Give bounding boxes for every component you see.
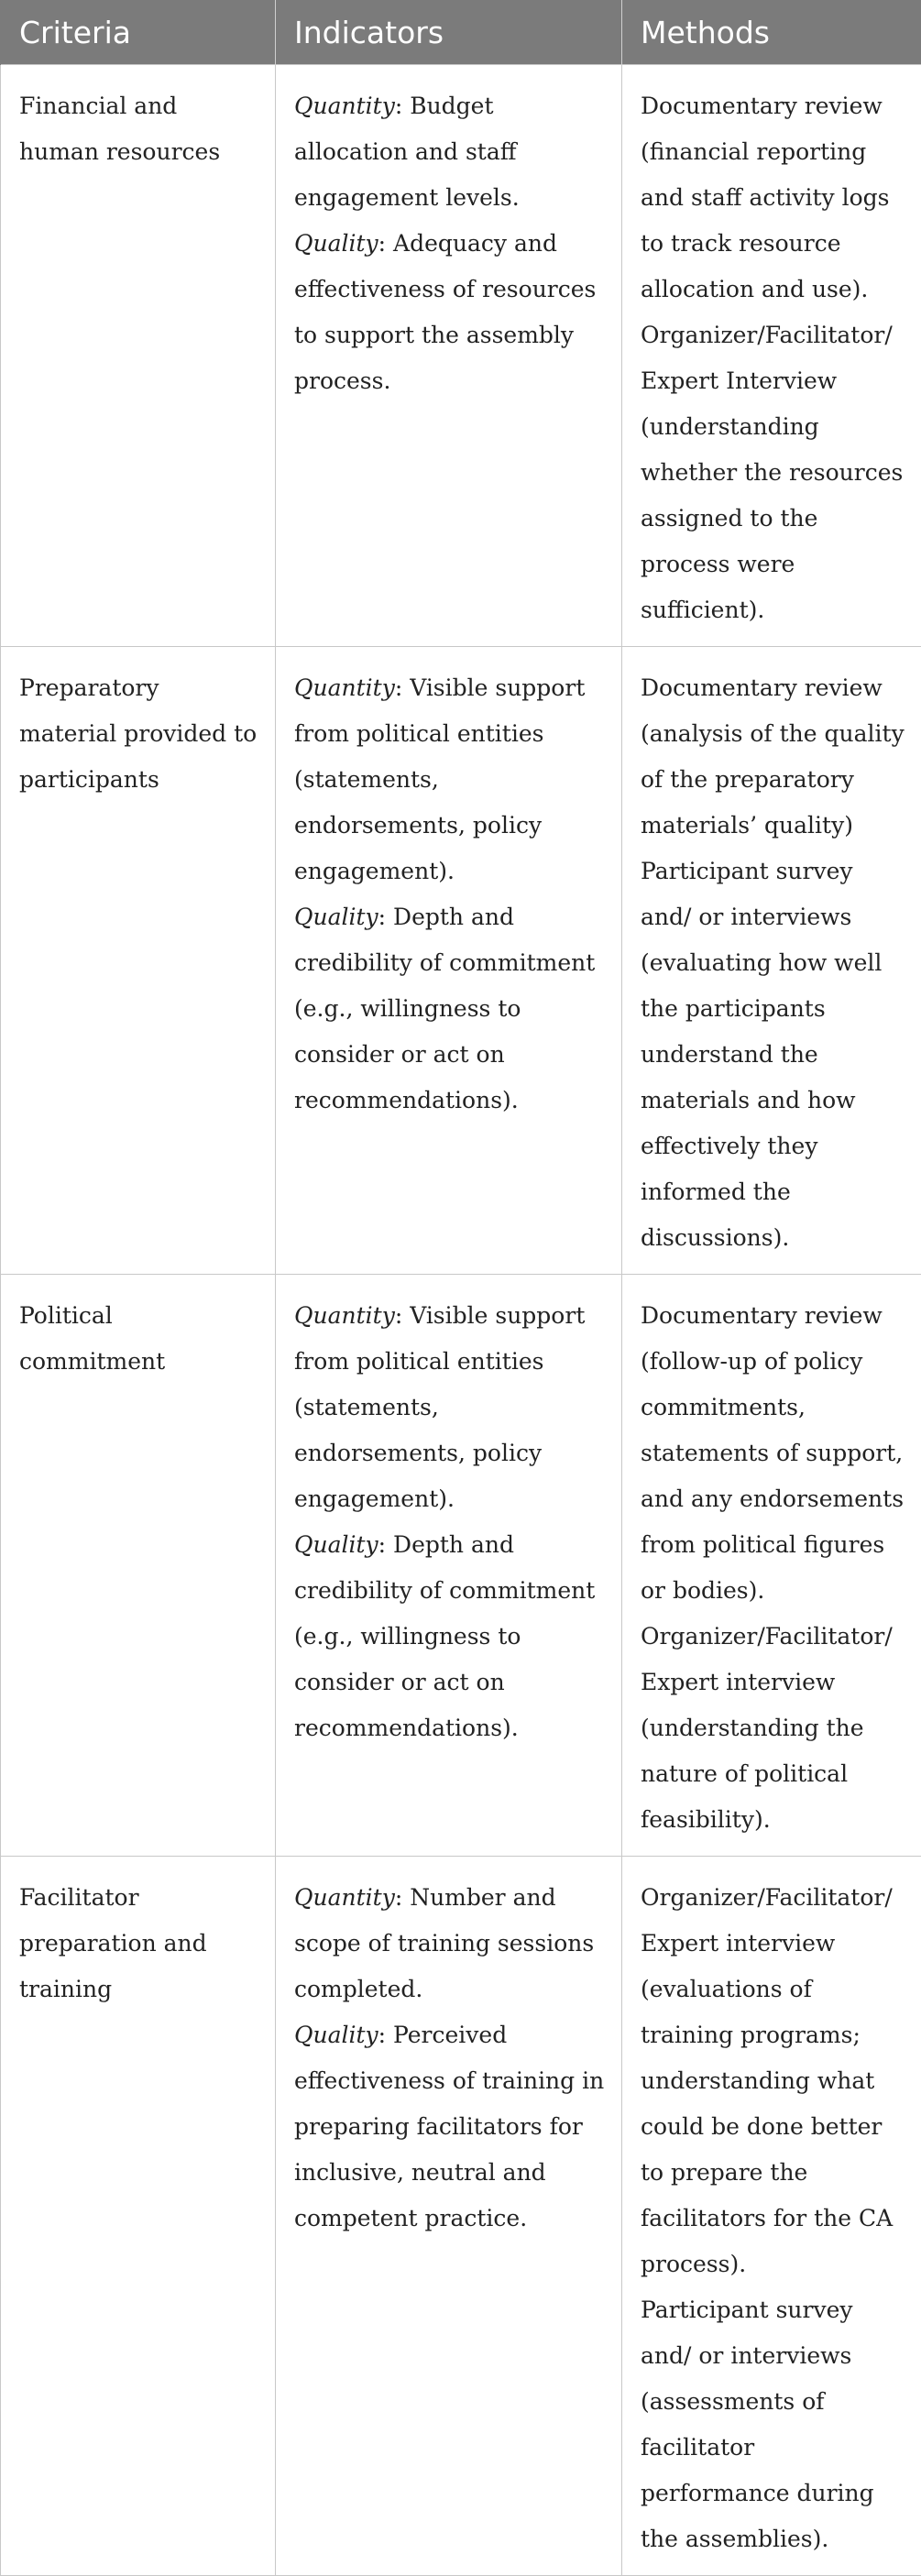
quality-text: : Depth and credibility of commitment (e.g., willingness to consider or act on recommendations). (294, 1531, 595, 1741)
method-item: Organizer/Facilitator/ Expert interview (evaluations of training programs; understanding what could be done better to prepare the facilitators for the CA process). (641, 1875, 908, 2287)
quantity-text: : Visible support from political entities (statements, endorsements, policy engagement). (294, 674, 585, 884)
criteria-cell: Political commitment (1, 1275, 276, 1857)
method-item: Participant survey and/ or interviews (evaluating how well the participants understand the materials and how effectively they informed the discussions). (641, 849, 908, 1261)
quality-text: : Adequacy and effectiveness of resources to support the assembly process. (294, 230, 596, 394)
header-row (1, 0, 921, 65)
methods-cell (622, 1275, 921, 1857)
table-header (1, 0, 921, 65)
method-item: Documentary review (financial reporting and staff activity logs to track resource allocation and use). (641, 83, 908, 312)
quality-text: : Perceived effectiveness of training in preparing facilitators for inclusive, neutral and competent practice. (294, 2022, 604, 2231)
table-row (1, 65, 921, 647)
header-indicators: Indicators (276, 0, 622, 65)
methods-cell (622, 65, 921, 647)
quantity-indicator (294, 1875, 609, 2012)
method-item: Organizer/Facilitator/ Expert Interview (understanding whether the resources assigned to the process were sufficient). (641, 312, 908, 633)
quality-indicator (294, 221, 609, 404)
indicators-cell (276, 1275, 622, 1857)
quantity-indicator (294, 665, 609, 894)
criteria-cell: Facilitator preparation and training (1, 1857, 276, 2576)
header-criteria: Criteria (1, 0, 276, 65)
quantity-label: Quantity (294, 1884, 395, 1911)
methods-cell (622, 647, 921, 1275)
quantity-label: Quantity (294, 1302, 395, 1329)
quality-indicator (294, 894, 609, 1124)
table-row (1, 1275, 921, 1857)
method-item: Documentary review (analysis of the quality of the preparatory materials’ quality) (641, 665, 908, 849)
header-methods: Methods (622, 0, 921, 65)
quantity-text: : Budget allocation and staff engagement levels. (294, 93, 520, 211)
criteria-cell: Financial and human resources (1, 65, 276, 647)
quantity-text: : Visible support from political entities (statements, endorsements, policy engagement). (294, 1302, 585, 1512)
indicators-cell (276, 647, 622, 1275)
quality-label: Quality (294, 2022, 378, 2048)
quantity-text: : Number and scope of training sessions completed. (294, 1884, 594, 2002)
quantity-indicator (294, 83, 609, 221)
table-row (1, 647, 921, 1275)
criteria-cell: Preparatory material provided to participants (1, 647, 276, 1275)
quantity-label: Quantity (294, 674, 395, 701)
method-item: Organizer/Facilitator/ Expert interview (understanding the nature of political feasibility). (641, 1614, 908, 1843)
quality-text: : Depth and credibility of commitment (e.g., willingness to consider or act on recommendations). (294, 904, 595, 1113)
quality-indicator (294, 2012, 609, 2242)
quality-indicator (294, 1522, 609, 1751)
quantity-indicator (294, 1293, 609, 1522)
table-body (1, 65, 921, 2576)
quantity-label: Quantity (294, 93, 395, 119)
indicators-cell (276, 1857, 622, 2576)
methods-cell (622, 1857, 921, 2576)
quality-label: Quality (294, 904, 378, 930)
quality-label: Quality (294, 230, 378, 257)
table-row (1, 1857, 921, 2576)
quality-label: Quality (294, 1531, 378, 1558)
indicators-cell (276, 65, 622, 647)
method-item: Documentary review (follow-up of policy commitments, statements of support, and any endorsements from political figures or bodies). (641, 1293, 908, 1614)
method-item: Participant survey and/ or interviews (assessments of facilitator performance during the assemblies). (641, 2287, 908, 2562)
